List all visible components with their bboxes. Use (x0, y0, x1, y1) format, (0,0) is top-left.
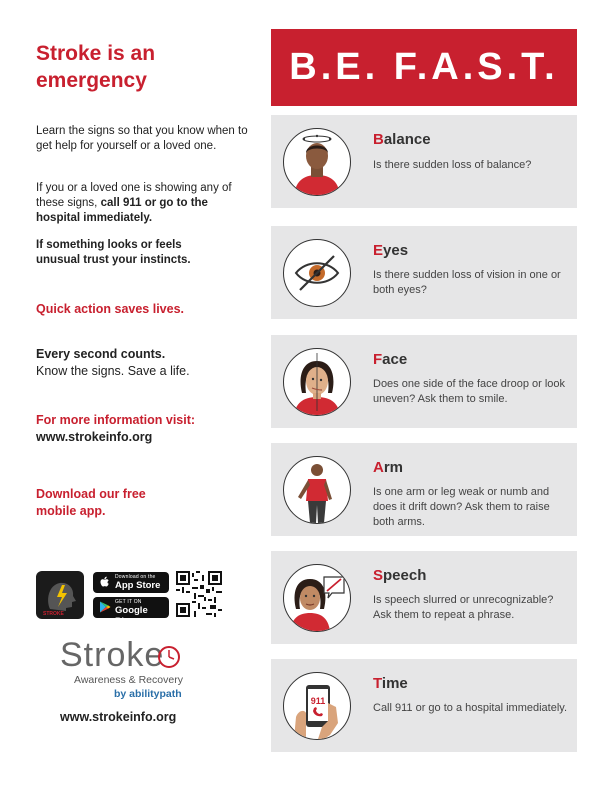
apple-icon (98, 575, 112, 589)
card-title-rest: yes (383, 242, 409, 259)
google-play-button[interactable] (93, 597, 169, 627)
google-play-large-text: Google Play (115, 605, 148, 627)
card-title (373, 242, 408, 259)
card-title-first: T (373, 675, 382, 692)
phone-911-icon (283, 672, 351, 740)
card-description: Is there sudden loss of vision in one or both eyes? (373, 269, 561, 296)
signs-text-pre: If you or a loved one is showing any of these signs, (36, 182, 232, 209)
card-speech (271, 551, 577, 644)
card-title-first: E (373, 242, 384, 259)
card-title-first: A (373, 459, 384, 476)
card-description: Is speech slurred or unrecognizable? Ask them to repeat a phrase. (373, 594, 554, 621)
app-store-button[interactable] (93, 572, 169, 593)
card-title-rest: peech (383, 567, 427, 584)
dizzy-person-icon (283, 128, 351, 196)
speech-slurred-icon (283, 564, 351, 632)
card-time (271, 659, 577, 752)
card-title (373, 675, 408, 692)
arm-weak-icon (283, 456, 351, 524)
crossed-eye-icon (283, 239, 351, 307)
google-play-icon (98, 600, 112, 614)
app-store-large-text: App Store (115, 580, 161, 591)
signs-text-bold: call 911 or go to the hospital immediately. (36, 197, 208, 224)
card-title (373, 351, 407, 368)
card-title-rest: rm (383, 459, 404, 476)
card-title-rest: ime (381, 675, 408, 692)
app-download-area (36, 571, 236, 627)
card-title (373, 131, 431, 148)
logo-byline: by abilitypath (114, 688, 182, 700)
card-face (271, 335, 577, 428)
card-title (373, 459, 403, 476)
more-info-url[interactable]: www.strokeinfo.org (36, 430, 153, 444)
card-title-first: S (373, 567, 384, 584)
every-second-text: Every second counts. (36, 347, 166, 361)
card-description: Call 911 or go to a hospital immediately. (373, 702, 568, 714)
footer-url[interactable]: www.strokeinfo.org (60, 710, 177, 724)
logo-subtitle: Awareness & Recovery (74, 674, 183, 686)
card-title-first: B (373, 131, 384, 148)
signs-text (36, 181, 251, 226)
quick-action-text: Quick action saves lives. (36, 302, 184, 316)
face-droop-icon (283, 348, 351, 416)
app-store-small-text: Download on the (115, 574, 156, 580)
card-description: Is one arm or leg weak or numb and does it drift down? Ask them to raise both arms. (373, 486, 550, 528)
card-balance (271, 115, 577, 208)
phone-911-text: 911 (310, 696, 326, 706)
stroke-awareness-logo (60, 636, 230, 700)
card-eyes (271, 226, 577, 319)
befast-banner: B.E. F.A.S.T. (271, 29, 577, 106)
qr-code-icon[interactable] (176, 571, 222, 617)
card-title-first: F (373, 351, 383, 368)
card-description: Is there sudden loss of balance? (373, 159, 532, 171)
stroke-app-icon[interactable] (36, 571, 84, 619)
google-play-small-text: GET IT ON (115, 599, 142, 605)
more-info-label: For more information visit: (36, 413, 196, 427)
card-arm (271, 443, 577, 536)
clock-icon (156, 644, 182, 670)
intro-text: Learn the signs so that you know when to get help for yourself or a loved one. (36, 125, 248, 152)
card-description: Does one side of the face droop or look uneven? Ask them to smile. (373, 378, 566, 405)
instincts-text: If something looks or feels unusual trust your instincts. (36, 239, 191, 266)
know-signs-text: Know the signs. Save a life. (36, 364, 190, 378)
card-title-rest: ace (382, 351, 408, 368)
card-title (373, 567, 426, 584)
app-icon-label: STROKE (43, 611, 64, 617)
download-app-text: Download our free mobile app. (36, 487, 146, 518)
logo-wordmark: Stroke (60, 636, 165, 674)
page-title: Stroke is an emergency (36, 42, 156, 92)
card-title-rest: alance (383, 131, 431, 148)
